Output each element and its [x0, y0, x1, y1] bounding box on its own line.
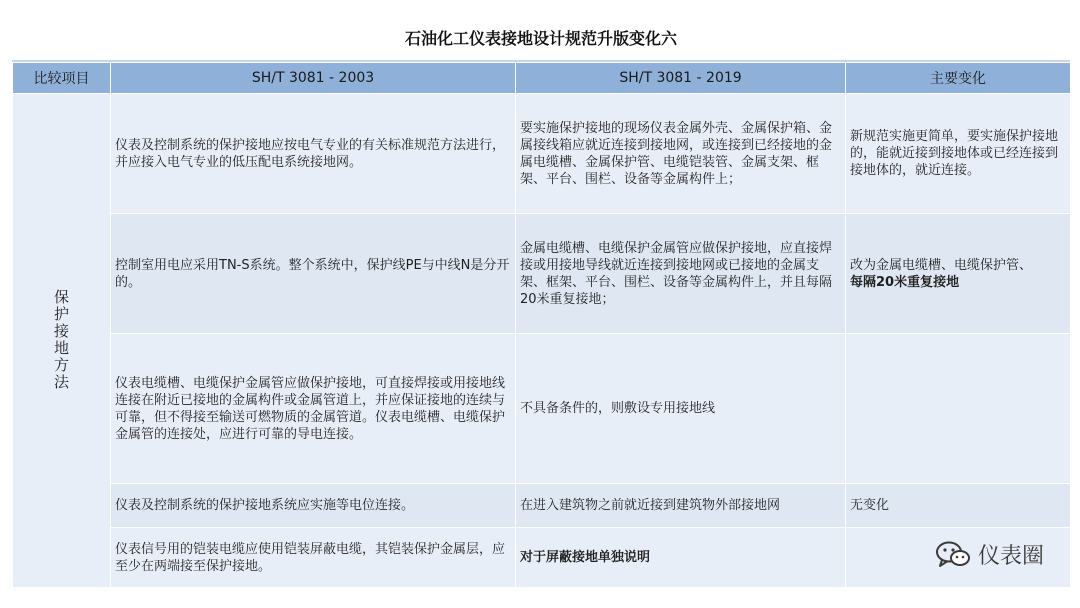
- new-cell: [516, 94, 846, 214]
- table-row: [13, 528, 1071, 588]
- header-item: 比较项目: [13, 63, 111, 94]
- table-row: [13, 484, 1071, 528]
- header-new-standard: SH/T 3081 - 2019: [516, 63, 846, 94]
- old-cell: [111, 334, 516, 484]
- old-text: 仪表信号用的铠装电缆应使用铠装屏蔽电缆，其铠装保护金属层，应至少在两端接至保护接地。: [115, 541, 506, 574]
- old-cell: [111, 528, 516, 588]
- change-text: 无变化: [850, 498, 890, 513]
- change-cell: [846, 94, 1071, 214]
- new-text: 要实施保护接地的现场仪表金属外壳、金属保护箱、金属接线箱应就近连接到接地网，或连接到已经接地的金属电缆槽、金属保护管、电缆铠装管、金属支架、框架、平台、围栏、设备等金属构件上；: [520, 120, 833, 187]
- old-text: 仪表及控制系统的保护接地应按电气专业的有关标准规范方法进行，并应接入电气专业的低压配电系统接地网。: [115, 137, 506, 170]
- change-cell: [846, 484, 1071, 528]
- header-main-change: 主要变化: [846, 63, 1071, 94]
- new-bold-text: 对于屏蔽接地单独说明: [520, 550, 651, 565]
- document-frame: [12, 14, 1070, 604]
- table-row: [13, 214, 1071, 334]
- change-cell: [846, 334, 1071, 484]
- old-text: 仪表及控制系统的保护接地系统应实施等电位连接。: [115, 498, 415, 513]
- new-cell: [516, 528, 846, 588]
- change-cell: [846, 214, 1071, 334]
- header-row: [13, 63, 1071, 94]
- new-cell: [516, 484, 846, 528]
- new-cell: [516, 334, 846, 484]
- new-text: 不具备条件的，则敷设专用接地线: [520, 401, 716, 416]
- change-text: 改为金属电缆槽、电缆保护管、: [850, 257, 1033, 273]
- table-row: [13, 334, 1071, 484]
- change-bold-text: 每隔20米重复接地: [850, 274, 960, 290]
- wechat-icon: [936, 541, 970, 569]
- header-old-standard: SH/T 3081 - 2003: [111, 63, 516, 94]
- old-text: 控制室用电应采用TN-S系统。整个系统中，保护线PE与中线N是分开的。: [115, 257, 510, 290]
- new-text: 在进入建筑物之前就近接到建筑物外部接地网: [520, 498, 781, 513]
- comparison-table: [12, 62, 1071, 588]
- old-cell: [111, 94, 516, 214]
- old-cell: [111, 214, 516, 334]
- watermark: [936, 539, 1044, 570]
- watermark-text: 仪表圈: [977, 544, 1044, 569]
- old-text: 仪表电缆槽、电缆保护金属管应做保护接地，可直接焊接或用接地线连接在附近已接地的金属构件或金属管道上，并应保证接地的连续与可靠，但不得接至输送可燃物质的金属管道。仪表电缆槽、电缆保护金属管的连接处，应进行可靠的导电连接。: [115, 375, 506, 442]
- category-label: 保护接地方法: [53, 288, 69, 391]
- table-row: [13, 94, 1071, 214]
- new-text: 金属电缆槽、电缆保护金属管应做保护接地，应直接焊接或用接地导线就近连接到接地网或已接地的金属支架、框架、平台、围栏、设备等金属构件上，并且每隔20米重复接地；: [520, 240, 833, 307]
- change-text: 新规范实施更简单，要实施保护接地的，能就近接到接地体或已经连接到接地体的，就近连接。: [850, 129, 1059, 178]
- old-cell: [111, 484, 516, 528]
- category-cell: [13, 94, 111, 588]
- page-title: 石油化工仪表接地设计规范升版变化六: [12, 14, 1070, 62]
- new-cell: [516, 214, 846, 334]
